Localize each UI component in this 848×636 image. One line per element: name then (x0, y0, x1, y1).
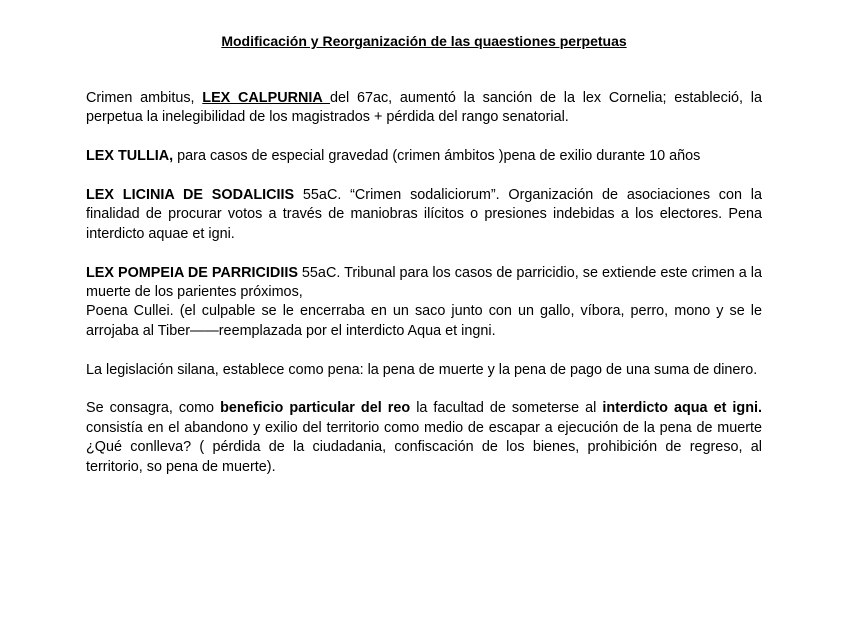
text-lex-pompeia-description: 55aC. Tribunal para los casos de parricidio, se extiende este crimen a la muerte de los parientes próximos, (86, 264, 762, 301)
page-title: Modificación y Reorganización de las quaestiones perpetuas (221, 33, 627, 49)
text-crimen-ambitus: Crimen ambitus, (86, 90, 203, 106)
term-interdicto-aqua: interdicto aqua et igni. (602, 400, 763, 417)
paragraph-lex-calpurnia (86, 89, 762, 128)
paragraph-lex-licinia (86, 186, 762, 244)
text-legislacion-silana: La legislación silana, establece como pena: la pena de muerte y la pena de pago de una suma de dinero. (86, 361, 758, 378)
law-name-lex-pompeia: LEX POMPEIA DE PARRICIDIIS (86, 264, 298, 281)
paragraph-beneficio-reo (86, 399, 762, 477)
text-lex-calpurnia-description: del 67ac, aumentó la sanción de la lex Cornelia; estableció, la perpetua la inelegibilidad de los magistrados + pérdida del rango senatorial. (86, 90, 762, 126)
paragraph-legislacion-silana (86, 361, 762, 380)
law-name-lex-calpurnia: LEX CALPURNIA (202, 90, 330, 106)
paragraph-lex-pompeia (86, 264, 762, 342)
law-name-lex-licinia: LEX LICINIA DE SODALICIIS (86, 187, 295, 203)
document-body (86, 89, 762, 477)
text-lex-tullia-description: para casos de especial gravedad (crimen ámbitos )pena de exilio durante 10 años (173, 148, 701, 165)
text-se-consagra: Se consagra, como (86, 400, 221, 417)
text-facultad-someterse: la facultad de someterse al (410, 400, 603, 417)
text-lex-licinia-description: 55aC. “Crimen sodaliciorum”. Organización de asociaciones con la finalidad de procurar votos a través de maniobras ilícitos o presiones indebidas a los electores. Pena interdicto aquae et igni. (86, 187, 762, 242)
text-interdicto-description: consistía en el abandono y exilio del territorio como medio de escapar a ejecución de la pena de muerte ¿Qué conlleva? ( pérdida de la ciudadania, confiscación de los bienes, prohibición de regreso, al territorio, so pena de muerte). (86, 419, 762, 475)
law-name-lex-tullia: LEX TULLIA, (86, 148, 174, 165)
term-beneficio-particular: beneficio particular del reo (220, 400, 411, 417)
paragraph-lex-tullia (86, 147, 762, 166)
text-poena-cullei: Poena Cullei. (el culpable se le encerraba en un saco junto con un gallo, víbora, perro, mono y se le arrojaba al Tiber——reemplazada por el interdicto Aqua et ingni. (86, 303, 762, 339)
